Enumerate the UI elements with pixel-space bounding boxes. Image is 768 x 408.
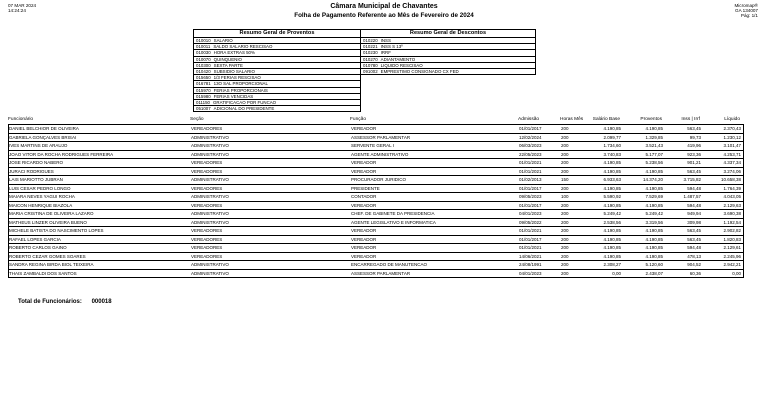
- cell-liquido: 2.129,63: [723, 202, 741, 208]
- cell-inss-irrf: 563,45: [687, 168, 701, 174]
- cell-proventos: 4.190,85: [645, 245, 663, 250]
- item-code: 015980: [196, 93, 211, 99]
- report-date: 07 MAR 2024: [8, 3, 37, 8]
- total-label: Total de Funcionários:: [18, 299, 82, 305]
- item-label: INSS: [380, 38, 391, 43]
- cell-salario-base: 4.190,85: [603, 228, 621, 233]
- item-label: FERIAS PROPORCIONAIS: [213, 87, 268, 93]
- cell-horas-mes: 200: [561, 253, 569, 259]
- cell-horas-mes: 200: [561, 236, 569, 242]
- cell-funcionario: ROBERTO CEZAR GOMES SOARES: [9, 253, 86, 259]
- cell-liquido: 3.274,06: [723, 168, 741, 174]
- item-code: 010221: [363, 44, 378, 50]
- cell-inss-irrf: 60,36: [689, 270, 701, 276]
- header-horas-mes: Horas Mês: [560, 117, 584, 122]
- cell-admissao: 01/01/2017: [519, 126, 542, 131]
- cell-horas-mes: 200: [561, 219, 569, 225]
- cell-inss-irrf: 563,45: [687, 236, 701, 242]
- cell-funcionario: MATHEUS LINZER OLIVEIRA BUENO: [9, 219, 87, 225]
- item-label: IRRF: [380, 50, 391, 56]
- cell-horas-mes: 200: [561, 228, 569, 233]
- cell-funcionario: RAFAEL LOPES GARCIA: [9, 236, 61, 242]
- cell-salario-base: 4.190,85: [603, 245, 621, 250]
- cell-funcao: PROCURADOR JURIDICO: [351, 177, 407, 182]
- cell-funcao: VEREADOR: [351, 236, 377, 242]
- header-proventos: Proventos: [640, 117, 662, 122]
- item-code: 010780: [363, 62, 378, 68]
- cell-horas-mes: 200: [561, 168, 569, 174]
- item-label: EMPRESTIMO CONSIGNADO CX FED: [380, 68, 459, 74]
- item-label: LIQUIDO RESCISAO: [380, 62, 423, 68]
- cell-inss-irrf: 563,45: [687, 228, 701, 233]
- item-label: SALARIO: [213, 38, 233, 43]
- item-code: 010011: [196, 44, 211, 50]
- cell-admissao: 14/06/2021: [519, 253, 542, 259]
- item-code: 010300: [196, 62, 211, 68]
- cell-funcao: VEREADOR: [351, 245, 377, 250]
- report-time: 14:24:24: [8, 8, 26, 13]
- cell-horas-mes: 200: [561, 270, 569, 276]
- cell-funcao: CONTADOR: [351, 194, 377, 199]
- table-row: [8, 202, 744, 211]
- cell-proventos: 5.177,07: [645, 151, 663, 157]
- cell-proventos: 4.190,85: [645, 168, 663, 174]
- table-row: [8, 176, 744, 185]
- table-row: [8, 227, 744, 236]
- cell-liquido: 2.245,96: [723, 253, 741, 259]
- table-row: [8, 142, 744, 151]
- cell-salario-base: 5.590,92: [603, 194, 621, 199]
- cell-secao: ADMINISTRATIVO: [191, 177, 229, 182]
- table-row: [8, 236, 744, 245]
- descontos-summary: [360, 29, 536, 75]
- cell-horas-mes: 200: [561, 185, 569, 191]
- cell-proventos: 4.190,85: [645, 236, 663, 242]
- cell-admissao: 01/01/2021: [519, 228, 542, 233]
- cell-funcionario: MAICON HENRIQUE BIAZOLA: [9, 202, 73, 208]
- cell-secao: VEREADORES: [191, 202, 223, 208]
- item-code: 010230: [363, 50, 378, 56]
- cell-inss-irrf: 904,52: [687, 262, 701, 267]
- report-meta: [734, 3, 758, 18]
- cell-proventos: 1.329,85: [645, 134, 663, 140]
- cell-liquido: 4.337,34: [723, 160, 741, 165]
- cell-liquido: 2.129,61: [723, 245, 741, 250]
- header-salario-base: Salário Base: [592, 117, 620, 122]
- cell-secao: ADMINISTRATIVO: [191, 194, 229, 199]
- cell-proventos: 4.190,85: [645, 228, 663, 233]
- table-row: [8, 210, 744, 219]
- item-label: ADIANTAMENTO: [380, 56, 416, 62]
- table-row: [8, 134, 744, 143]
- cell-horas-mes: 200: [561, 245, 569, 250]
- cell-inss-irrf: 1.487,57: [683, 194, 701, 199]
- cell-funcao: VEREADOR: [351, 126, 377, 131]
- cell-secao: VEREADORES: [191, 168, 223, 174]
- cell-secao: VEREADORES: [191, 253, 223, 259]
- proventos-item: [194, 105, 360, 111]
- cell-inss-irrf: 594,48: [687, 185, 701, 191]
- cell-admissao: 01/01/2017: [519, 185, 542, 191]
- cell-horas-mes: 200: [561, 126, 569, 131]
- cell-admissao: 12/02/2024: [519, 134, 542, 140]
- cell-funcao: PRESIDENTE: [351, 185, 380, 191]
- cell-funcao: AGENTE ADMINISTRATIVO: [351, 151, 409, 157]
- cell-inss-irrf: 923,36: [687, 151, 701, 157]
- cell-secao: VEREADORES: [191, 228, 223, 233]
- total-value: 000018: [91, 299, 112, 305]
- item-code: 011150: [196, 99, 210, 105]
- table-row: [8, 244, 744, 253]
- cell-funcionario: LAIS MARIOTTO JUBRAN: [9, 177, 63, 182]
- descontos-item: [361, 68, 535, 74]
- cell-admissao: 09/05/2023: [519, 194, 542, 199]
- cell-admissao: 01/01/2017: [519, 202, 542, 208]
- cell-horas-mes: 200: [561, 262, 569, 267]
- report-code: GA 134007: [735, 8, 758, 13]
- cell-liquido: 3.690,38: [723, 211, 741, 216]
- cell-salario-base: 6.933,63: [603, 177, 621, 182]
- header-secao: Seção: [190, 117, 204, 122]
- cell-funcao: SERVENTE GERAL I: [351, 143, 395, 148]
- cell-funcionario: LUIS CESAR PEDRO LONGO: [9, 185, 71, 191]
- cell-funcao: VEREADOR: [351, 228, 377, 233]
- cell-proventos: 3.521,43: [645, 143, 663, 148]
- item-label: GRATIFICACAO POR FUNCAO: [213, 99, 277, 105]
- cell-proventos: 5.120,60: [645, 262, 663, 267]
- cell-secao: ADMINISTRATIVO: [191, 270, 229, 276]
- item-label: 13O SAL PROPORCIONAL: [213, 81, 268, 87]
- cell-admissao: 04/01/2023: [519, 270, 542, 276]
- cell-inss-irrf: 3.715,82: [683, 177, 701, 182]
- cell-funcionario: SANDRA REGINA BIRDA BIOL TEIXEIRA: [9, 262, 94, 267]
- cell-liquido: 4.043,05: [723, 194, 741, 199]
- table-row: [8, 261, 744, 270]
- table-row: [8, 168, 744, 177]
- cell-inss-irrf: 594,48: [687, 202, 701, 208]
- cell-inss-irrf: 99,73: [689, 134, 701, 140]
- page-subtitle: Folha de Pagamento Referente ao Mês de Fevereiro de 2024: [294, 12, 474, 19]
- cell-proventos: 4.190,85: [645, 202, 663, 208]
- cell-secao: ADMINISTRATIVO: [191, 219, 229, 225]
- cell-horas-mes: 200: [561, 143, 569, 148]
- cell-liquido: 4.253,71: [723, 151, 741, 157]
- cell-proventos: 14.374,20: [642, 177, 663, 182]
- item-label: FERIAS VENCIDAS: [213, 93, 254, 99]
- cell-funcao: VEREADOR: [351, 168, 377, 174]
- table-row: [8, 151, 744, 160]
- cell-funcionario: ROBERTO CARLOS GAINO: [9, 245, 67, 250]
- cell-liquido: 1.764,39: [723, 185, 741, 191]
- item-code: 015970: [196, 87, 211, 93]
- cell-funcionario: THAIS ZAMBALDI DOS SANTOS: [9, 270, 77, 276]
- cell-inss-irrf: 594,48: [687, 245, 701, 250]
- cell-secao: ADMINISTRATIVO: [191, 262, 229, 267]
- cell-admissao: 22/05/2023: [519, 151, 542, 157]
- cell-salario-base: 2.538,56: [603, 219, 621, 225]
- cell-horas-mes: 200: [561, 134, 569, 140]
- item-code: 091002: [363, 68, 378, 74]
- cell-secao: VEREADORES: [191, 245, 223, 250]
- cell-liquido: 2.370,43: [723, 126, 741, 131]
- table-row: [8, 270, 744, 279]
- cell-secao: VEREADORES: [191, 126, 223, 131]
- cell-inss-irrf: 419,96: [687, 143, 701, 148]
- cell-salario-base: 4.190,85: [603, 202, 621, 208]
- table-row: [8, 193, 744, 202]
- item-code: 016781: [196, 81, 211, 87]
- cell-liquido: 2.902,82: [723, 228, 741, 233]
- cell-proventos: 4.190,85: [645, 253, 663, 259]
- cell-inss-irrf: 901,21: [687, 160, 701, 165]
- item-label: 1/3 FERIAS RESCISAO: [213, 75, 261, 81]
- cell-funcao: ASSESSOR PARLAMENTAR: [351, 134, 411, 140]
- cell-salario-base: 2.099,77: [603, 134, 621, 140]
- cell-horas-mes: 200: [561, 211, 569, 216]
- cell-salario-base: 5.249,42: [603, 211, 621, 216]
- cell-secao: VEREADORES: [191, 185, 223, 191]
- cell-funcao: ASSESSOR PARLAMENTAR: [351, 270, 411, 276]
- descontos-title: Resumo Geral de Descontos: [409, 30, 487, 36]
- cell-admissao: 24/08/1991: [519, 262, 542, 267]
- item-label: SALDO SALARIO RESCISAO: [213, 44, 273, 50]
- item-label: ADICIONAL DO PRESIDENTE: [213, 106, 275, 112]
- cell-funcionario: MAIARA NEVES YAGUI ROCHA: [9, 194, 75, 199]
- cell-proventos: 5.238,56: [645, 160, 663, 165]
- cell-proventos: 4.190,85: [645, 185, 663, 191]
- cell-salario-base: 2.308,27: [603, 262, 621, 267]
- system-name: Micromap®: [734, 3, 758, 8]
- item-code: 010030: [196, 50, 211, 56]
- cell-funcionario: MICHELE BATISTA DO NASCIMENTO LOPES: [9, 228, 104, 233]
- item-code: 010420: [196, 68, 211, 74]
- cell-funcionario: MARIA CRISTINA DE OLIVEIRA LAZARO: [9, 211, 94, 216]
- header-liquido: Líquido: [724, 117, 740, 122]
- item-code: 010270: [363, 56, 378, 62]
- cell-secao: ADMINISTRATIVO: [191, 143, 229, 148]
- cell-admissao: 06/03/2023: [519, 143, 542, 148]
- cell-liquido: 10.658,38: [720, 177, 741, 182]
- header-admissao: Admissão: [518, 117, 540, 122]
- cell-funcionario: JURACI RODRIGUES: [9, 168, 54, 174]
- cell-funcionario: IVES MARTINS DE ARAUJO: [9, 143, 68, 148]
- cell-admissao: 01/01/2021: [519, 160, 542, 165]
- cell-proventos: 2.438,07: [645, 270, 663, 276]
- cell-salario-base: 4.190,85: [603, 168, 621, 174]
- table-row: [8, 124, 744, 134]
- table-row: [8, 185, 744, 194]
- cell-horas-mes: 100: [561, 194, 569, 199]
- item-code: 010070: [196, 56, 211, 62]
- table-row: [8, 159, 744, 168]
- table-row: [8, 219, 744, 228]
- cell-funcionario: JOSE RICARDO NABERO: [9, 160, 64, 165]
- cell-salario-base: 3.740,83: [603, 151, 621, 157]
- cell-admissao: 01/01/2017: [519, 236, 542, 242]
- cell-liquido: 2.942,21: [723, 262, 741, 267]
- header-funcionario: Funcionário: [8, 117, 34, 122]
- cell-admissao: 09/05/2022: [519, 219, 542, 225]
- cell-salario-base: 1.734,60: [603, 143, 621, 148]
- cell-salario-base: 4.190,85: [603, 126, 621, 131]
- header-inss-irrf: Inss | Irrf: [681, 117, 700, 122]
- cell-horas-mes: 150: [561, 177, 569, 182]
- cell-admissao: 01/02/2013: [519, 177, 542, 182]
- cell-inss-irrf: 478,13: [687, 253, 701, 259]
- cell-proventos: 7.529,69: [645, 194, 663, 199]
- cell-liquido: 3.101,47: [723, 143, 741, 148]
- cell-funcao: AGENTE LEGISLATIVO E INFORMATICA: [351, 219, 436, 225]
- item-code: 010010: [196, 38, 211, 43]
- item-label: SEXTA PARTE: [213, 62, 243, 68]
- cell-liquido: 1.192,54: [723, 219, 741, 225]
- cell-proventos: 4.190,85: [645, 126, 663, 131]
- cell-funcao: VEREADOR: [351, 202, 377, 208]
- cell-inss-irrf: 309,98: [687, 219, 701, 225]
- header-funcao: Função: [350, 117, 366, 122]
- cell-salario-base: 4.190,85: [603, 160, 621, 165]
- item-label: SUBSIDIO SALARIO: [213, 68, 255, 74]
- cell-secao: ADMINISTRATIVO: [191, 134, 229, 140]
- total-employees: [18, 299, 112, 305]
- item-code: 051007: [196, 106, 211, 112]
- cell-salario-base: 4.190,85: [603, 236, 621, 242]
- cell-liquido: 1.820,83: [723, 236, 741, 242]
- cell-funcao: ENCARREGADO DE MANUTENCAO: [351, 262, 428, 267]
- cell-funcionario: DANIEL BELCHIOR DE OLIVEIRA: [9, 126, 79, 131]
- item-label: INSS S 13º: [380, 44, 403, 50]
- cell-funcao: VEREADOR: [351, 253, 377, 259]
- proventos-title: Resumo Geral de Proventos: [239, 30, 315, 36]
- cell-salario-base: 4.190,85: [603, 185, 621, 191]
- item-label: HORA EXTRAS 50%: [213, 50, 255, 56]
- cell-funcionario: JOAO VITOR DA ROCHA RODRIGUES FERREIRA: [9, 151, 114, 157]
- cell-proventos: 3.319,56: [645, 219, 663, 225]
- table-row: [8, 253, 744, 262]
- cell-secao: ADMINISTRATIVO: [191, 151, 229, 157]
- cell-admissao: 01/01/2021: [519, 168, 542, 174]
- cell-salario-base: 4.190,85: [603, 253, 621, 259]
- cell-liquido: 1.230,12: [723, 134, 741, 140]
- page-title: Câmara Municipal de Chavantes: [330, 3, 438, 10]
- cell-inss-irrf: 949,94: [687, 211, 701, 216]
- cell-liquido: 0,00: [732, 270, 741, 276]
- cell-secao: VEREADORES: [191, 236, 223, 242]
- proventos-summary: [193, 29, 361, 112]
- table-header: [8, 117, 744, 124]
- employee-table: [8, 124, 744, 278]
- cell-salario-base: 0,00: [612, 270, 621, 276]
- cell-funcao: CHEF. DE GABINETE DA PRESIDENCIA: [351, 211, 435, 216]
- item-label: QUINQUENIO: [213, 56, 242, 62]
- cell-funcao: VEREADOR: [351, 160, 377, 165]
- cell-admissao: 04/01/2023: [519, 211, 542, 216]
- page-number: Pág: 1/1: [740, 13, 758, 18]
- cell-secao: VEREADORES: [191, 160, 223, 165]
- item-code: 015650: [196, 75, 211, 81]
- cell-horas-mes: 200: [561, 202, 569, 208]
- cell-proventos: 5.249,42: [645, 211, 663, 216]
- cell-horas-mes: 200: [561, 151, 569, 157]
- cell-secao: ADMINISTRATIVO: [191, 211, 229, 216]
- cell-horas-mes: 200: [561, 160, 569, 165]
- cell-admissao: 01/01/2021: [519, 245, 542, 250]
- cell-funcionario: GABRIELA GONÇALVES BRISAI: [9, 134, 77, 140]
- item-code: 010220: [363, 38, 378, 43]
- cell-inss-irrf: 563,45: [687, 126, 701, 131]
